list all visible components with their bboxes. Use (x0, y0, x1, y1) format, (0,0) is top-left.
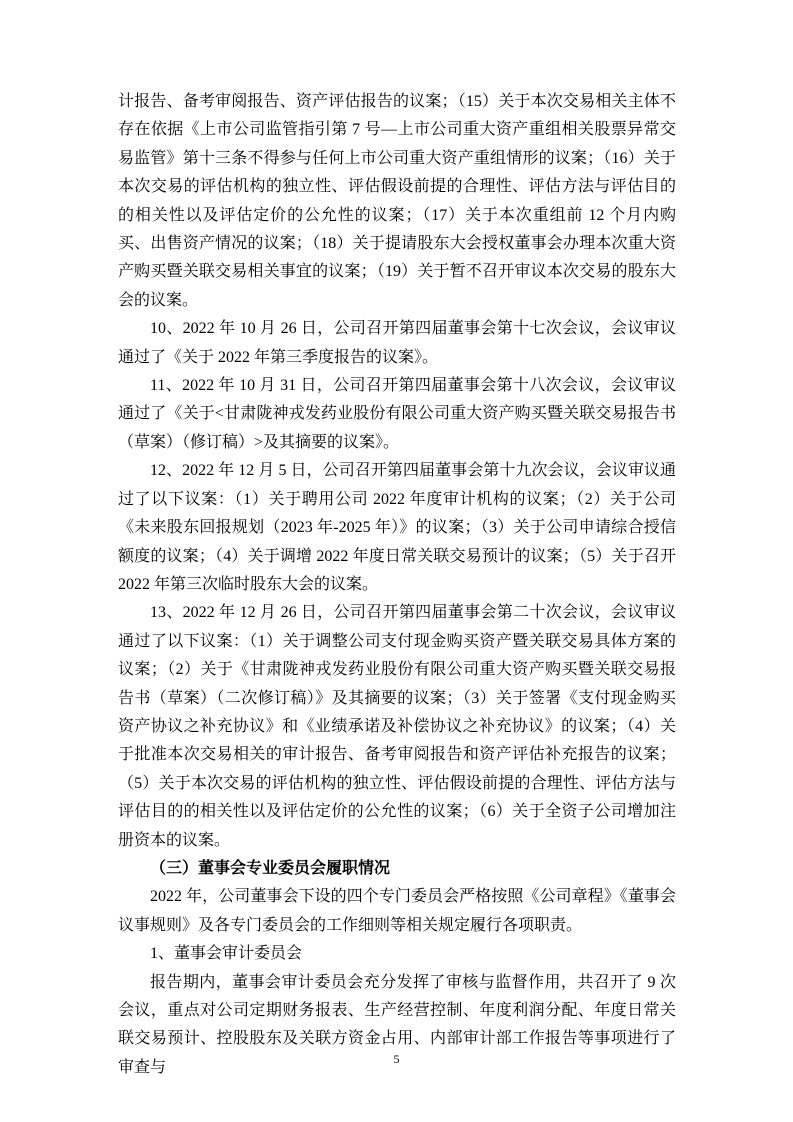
para-audit-committee-report: 报告期内，董事会审计委员会充分发挥了审核与监督作用，共召开了 9 次会议，重点对公司定期财务报表、生产经营控制、年度利润分配、年度日常关联交易预计、控股股东及关联方资金占用、内部审计部工作报告等事项进行了审查与 (118, 973, 676, 1076)
para-board-meeting-19: 12、2022 年 12 月 5 日，公司召开第四届董事会第十九次会议，会议审议通过了以下议案：（1）关于聘用公司 2022 年度审计机构的议案；（2）关于公司《未来股东回报规划（2023 年-2025 年）》的议案；（3）关于公司申请综合授信额度的议案；（4）关于调增 2022 年度日常关联交易预计的议案；（5）关于召开 2022 年第三次临时股东大会的议案。 (118, 462, 676, 593)
page-number: 5 (393, 1052, 400, 1066)
para-committees-overview: 2022 年，公司董事会下设的四个专门委员会严格按照《公司章程》《董事会议事规则》及各专门委员会的工作细则等相关规定履行各项职责。 (118, 888, 676, 934)
page-body-text (118, 88, 676, 1082)
section-heading-committee-duties: （三）董事会专业委员会履职情况 (150, 859, 391, 877)
subsection-heading-audit-committee: 1、董事会审计委员会 (150, 945, 303, 963)
para-resolutions-continuation: 计报告、备考审阅报告、资产评估报告的议案；（15）关于本次交易相关主体不存在依据《上市公司监管指引第 7 号—上市公司重大资产重组相关股票异常交易监管》第十三条不得参与任何上市公司重大资产重组情形的议案；（16）关于本次交易的评估机构的独立性、评估假设前提的合理性、评估方法与评估目的的相关性以及评估定价的公允性的议案；（17）关于本次重组前 12 个月内购买、出售资产情况的议案；（18）关于提请股东大会授权董事会办理本次重大资产购买暨关联交易相关事宜的议案；（19）关于暂不召开审议本次交易的股东大会的议案。 (118, 93, 676, 309)
para-board-meeting-18: 11、2022 年 10 月 31 日，公司召开第四届董事会第十八次会议，会议审议通过了《关于<甘肃陇神戎发药业股份有限公司重大资产购买暨关联交易报告书（草案）（修订稿）>及其摘要的议案》。 (118, 377, 676, 451)
para-board-meeting-20: 13、2022 年 12 月 26 日，公司召开第四届董事会第二十次会议，会议审议通过了以下议案：（1）关于调整公司支付现金购买资产暨关联交易具体方案的议案；（2）关于《甘肃陇神戎发药业股份有限公司重大资产购买暨关联交易报告书（草案）（二次修订稿）》及其摘要的议案；（3）关于签署《支付现金购买资产协议之补充协议》和《业绩承诺及补偿协议之补充协议》的议案；（4）关于批准本次交易相关的审计报告、备考审阅报告和资产评估补充报告的议案；（5）关于本次交易的评估机构的独立性、评估假设前提的合理性、评估方法与评估目的的相关性以及评估定价的公允性的议案；（6）关于全资子公司增加注册资本的议案。 (118, 604, 676, 849)
para-board-meeting-17: 10、2022 年 10 月 26 日，公司召开第四届董事会第十七次会议，会议审议通过了《关于 2022 年第三季度报告的议案》。 (118, 320, 676, 366)
